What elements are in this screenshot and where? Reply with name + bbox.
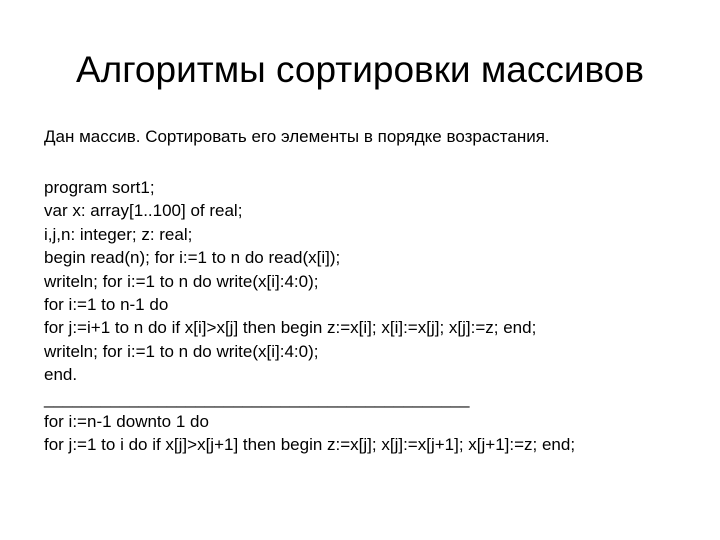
code-listing — [44, 176, 575, 457]
slide-title: Алгоритмы сортировки массивов — [75, 49, 644, 90]
code-line: end. — [44, 365, 78, 385]
code-line: for j:=1 to i do if x[j]>x[j+1] then begin z:=x[j]; x[j]:=x[j+1]; x[j+1]:=z; end; — [44, 435, 576, 455]
code-line: program sort1; — [44, 178, 155, 197]
task-statement: Дан массив. Сортировать его элементы в порядке возрастания. — [44, 127, 550, 146]
code-line: for j:=i+1 to n do if x[i]>x[j] then begin z:=x[i]; x[i]:=x[j]; x[j]:=z; end; — [44, 318, 537, 338]
code-line: for i:=1 to n-1 do — [44, 295, 169, 315]
code-line: begin read(n); for i:=1 to n do read(x[i]); — [44, 248, 341, 268]
code-line: var x: array[1..100] of real; — [44, 201, 243, 221]
code-line: writeln; for i:=1 to n do write(x[i]:4:0); — [44, 341, 319, 361]
code-line: i,j,n: integer; z: real; — [44, 224, 193, 244]
code-line: for i:=n-1 downto 1 do — [44, 412, 209, 432]
code-line: writeln; for i:=1 to n do write(x[i]:4:0); — [44, 271, 319, 291]
separator-line: _____________________________________________ — [44, 388, 470, 408]
